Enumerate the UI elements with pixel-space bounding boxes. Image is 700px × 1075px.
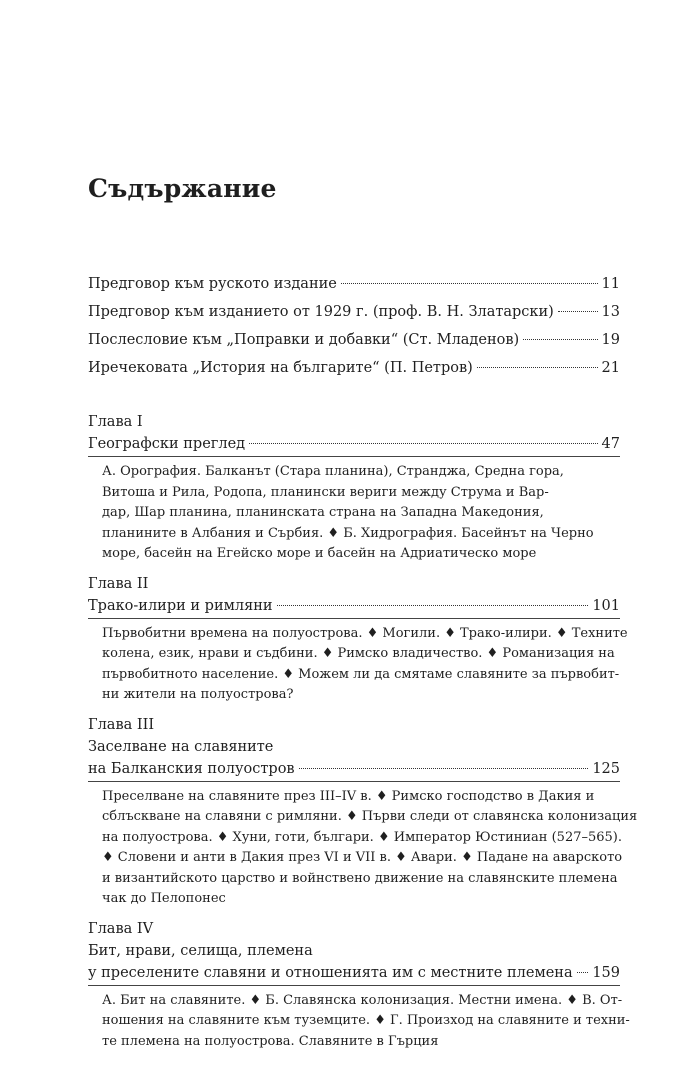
chapter-title-line: Бит, нрави, селища, племена [88, 942, 313, 959]
leader-dots [477, 367, 598, 368]
toc-entry-page: 13 [601, 304, 620, 320]
chapter-title: у преселените славяни и отношенията им с местните племена [88, 964, 573, 981]
summary-line: Витоша и Рила, Родопа, планински вериги между Струма и Вар- [102, 484, 549, 500]
chapter-page: 125 [592, 760, 620, 777]
summary-line: Първобитни времена на полуострова. ♦ Могили. ♦ Трако-илири. ♦ Техните [102, 625, 628, 641]
chapter-number: Глава III [88, 716, 155, 733]
chapter-summary [102, 462, 608, 565]
chapter-entry [88, 573, 628, 706]
chapter-title-row [88, 758, 620, 780]
chapter-title: на Балканския полуостров [88, 760, 295, 777]
toc-entry[interactable] [88, 354, 620, 382]
chapter-entry [88, 714, 638, 910]
chapter-heading[interactable] [88, 433, 620, 457]
toc-entry-label: Предговор към руското издание [88, 276, 337, 292]
summary-line: те племена на полуострова. Славяните в Гърция [102, 1033, 439, 1049]
toc-entry[interactable] [88, 270, 620, 298]
summary-line: ♦ Словени и анти в Дакия през VI и VII в. ♦ Авари. ♦ Падане на аварското [102, 850, 623, 865]
summary-line: чак до Пелопонес [102, 891, 226, 906]
toc-entry-page: 21 [601, 360, 620, 376]
chapter-summary [102, 787, 638, 910]
chapter-summary [102, 624, 628, 706]
summary-line: ношения на славяните към туземците. ♦ Г. Произход на славяните и техни- [102, 1013, 630, 1028]
summary-line: ни жители на полуострова? [102, 687, 294, 702]
toc-entry-label: Послесловие към „Поправки и добавки“ (Ст. Младенов) [88, 332, 520, 348]
summary-line: А. Орография. Балканът (Стара планина), Странджа, Средна гора, [102, 464, 564, 479]
leader-dots [299, 768, 589, 769]
summary-line: колена, език, нрави и съдбини. ♦ Римско владичество. ♦ Романизация на [102, 646, 615, 661]
chapter-title-line: Заселване на славяните [88, 738, 274, 755]
summary-line: море, басейн на Егейско море и басейн на Адриатическо море [102, 546, 537, 561]
toc-title: Съдържание [88, 174, 277, 203]
chapter-title: Географски преглед [88, 436, 246, 452]
leader-dots [341, 283, 598, 284]
chapter-heading[interactable] [88, 595, 620, 619]
toc-entry-page: 19 [601, 332, 620, 348]
toc-entry-label: Иречековата „История на българите“ (П. Петров) [88, 360, 473, 376]
toc-entry[interactable] [88, 298, 620, 326]
toc-entry[interactable] [88, 326, 620, 354]
chapter-number: Глава IV [88, 920, 154, 937]
summary-line: дар, Шар планина, планинската страна на Западна Македония, [102, 505, 544, 520]
summary-line: А. Бит на славяните. ♦ Б. Славянска колонизация. Местни имена. ♦ В. От- [102, 992, 623, 1008]
summary-line: Преселване на славяните през III–IV в. ♦ Римско господство в Дакия и [102, 788, 595, 804]
chapter-entry [88, 918, 630, 1053]
toc-entry-label: Предговор към изданието от 1929 г. (проф. В. Н. Златарски) [88, 304, 554, 320]
chapter-list [88, 411, 638, 1060]
leader-dots [277, 605, 589, 606]
summary-line: планините в Албания и Сърбия. ♦ Б. Хидрография. Басейнът на Черно [102, 525, 594, 541]
chapter-heading[interactable] [88, 940, 620, 986]
chapter-page: 159 [592, 964, 620, 981]
chapter-number: Глава I [88, 414, 143, 430]
leader-dots [523, 339, 597, 340]
chapter-title-row [88, 962, 620, 984]
toc-entry-page: 11 [601, 276, 620, 292]
summary-line: и византийското царство и войнствено движение на славянските племена [102, 870, 618, 886]
summary-line: на полуострова. ♦ Хуни, готи, българи. ♦ Император Юстиниан (527–565). [102, 829, 623, 845]
chapter-title-row [88, 433, 620, 455]
summary-line: първобитното население. ♦ Можем ли да смятаме славяните за първобит- [102, 666, 620, 682]
chapter-summary [102, 991, 630, 1053]
leader-dots [558, 311, 598, 312]
leader-dots [249, 443, 597, 444]
chapter-title: Трако-илири и римляни [88, 597, 273, 614]
chapter-page: 47 [601, 436, 620, 452]
summary-line: сблъскване на славяни с римляни. ♦ Първи следи от славянска колонизация [102, 809, 638, 824]
chapter-entry [88, 411, 620, 565]
chapter-page: 101 [592, 597, 620, 614]
chapter-title-row [88, 595, 620, 617]
front-matter-list [88, 270, 620, 382]
chapter-number: Глава II [88, 575, 149, 592]
leader-dots [577, 972, 589, 973]
chapter-heading[interactable] [88, 736, 620, 782]
